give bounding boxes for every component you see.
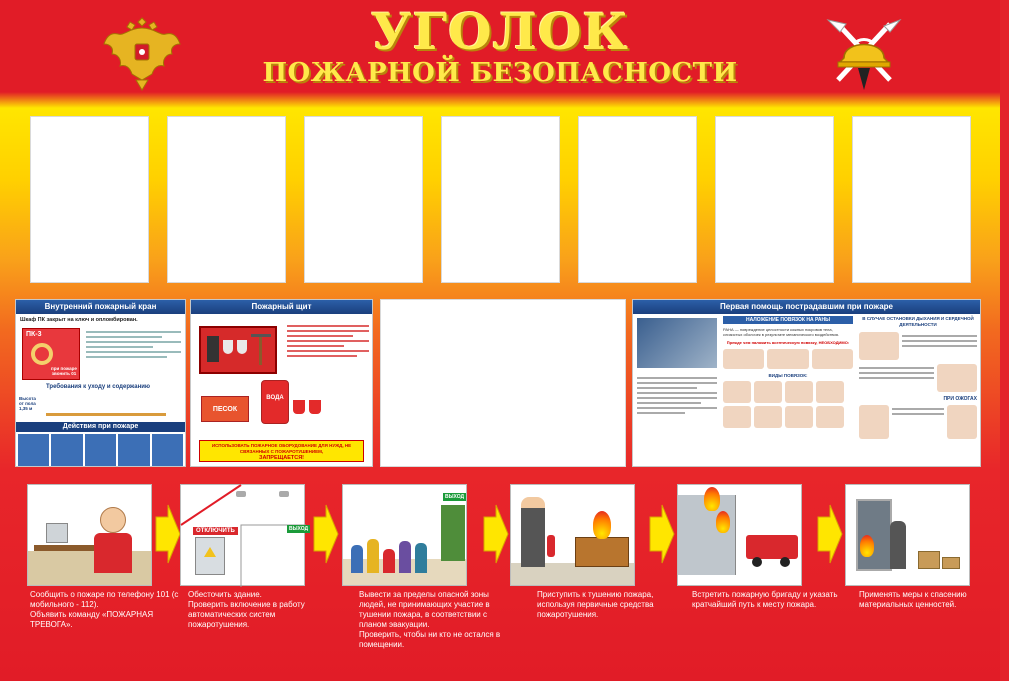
people-group-icon [351, 533, 431, 573]
rana-text: РАНА — повреждение целостности кожных покровов тела, слизистых оболочек в результате механического воздействия. [723, 327, 840, 337]
arrow-right-icon [484, 505, 508, 563]
burns-title: ПРИ ОЖОГАХ [943, 396, 977, 402]
first-aid-photo [637, 318, 717, 368]
switch-sign: ОТКЛЮЧИТЬ [193, 527, 238, 535]
step-5-image [677, 484, 802, 586]
warning-emphasis: ЗАПРЕЩАЕТСЯ! [259, 455, 304, 461]
arrow-right-icon [156, 505, 180, 563]
shield-warning [199, 440, 364, 462]
person-phone-icon [100, 507, 126, 533]
fire-truck-icon [746, 535, 798, 559]
bandage-column [723, 316, 853, 466]
flame-icon [704, 487, 720, 511]
person-carrying-icon [890, 521, 906, 569]
main-title: УГОЛОК [371, 2, 629, 61]
door-icon [441, 505, 465, 561]
document-pocket [30, 116, 149, 283]
height-label: Высота от пола 1,35 м [19, 396, 36, 411]
firefighter-emblem-icon [818, 10, 910, 94]
document-pocket [167, 116, 286, 283]
phone-note: при пожаре звонить 01 [51, 366, 77, 376]
resuscitation-illustration [859, 332, 977, 360]
russian-coat-of-arms-icon [100, 8, 184, 92]
bandage-title: НАЛОЖЕНИЕ ПОВЯЗОК НА РАНЫ [723, 316, 853, 324]
resuscitation-illustration-2 [859, 364, 977, 392]
sub-title: ПОЖАРНОЙ БЕЗОПАСНОСТИ [262, 58, 738, 88]
sprinkler-icon [236, 491, 246, 497]
poster-header: Первая помощь пострадавшим при пожаре [633, 300, 980, 314]
document-pocket [304, 116, 423, 283]
firefighter-person-icon [521, 497, 545, 567]
arrow-right-icon [818, 505, 842, 563]
step-1-image [27, 484, 152, 586]
document-pocket [715, 116, 834, 283]
step-6-text: Применять меры к спасению материальных ценностей. [859, 590, 967, 609]
step-4-image [510, 484, 635, 586]
exit-sign: ВЫХОД [445, 494, 465, 500]
hydrant-cabinet [22, 328, 80, 380]
hose-reel-icon [31, 343, 53, 365]
action-steps [0, 480, 1000, 681]
hose-nozzle-icon [46, 394, 166, 416]
care-title: Требования к уходу и содержанию [46, 384, 151, 390]
bandage-illustrations [723, 349, 853, 369]
resuscitation-title: В СЛУЧАЕ ОСТАНОВКИ ДЫХАНИЯ И СЕРДЕЧНОЙ ДЕЯТЕЛЬНОСТИ [862, 316, 974, 327]
arrow-right-icon [650, 505, 674, 563]
resuscitation-column [859, 316, 977, 466]
step-2-text: Обесточить здание. Проверить включение в работу автоматических систем пожаротушения. [188, 590, 305, 629]
stove-icon [575, 537, 629, 567]
step-1-text: Сообщить о пожаре по телефону 101 (с мобильного - 112). Объявить команду «ПОЖАРНАЯ ТРЕВОГА». [30, 590, 179, 629]
hydrant-info-text [86, 328, 181, 378]
title-band [0, 0, 1000, 100]
actions-strip [18, 434, 183, 466]
burns-illustration [859, 405, 977, 439]
flame-icon [860, 535, 874, 557]
actions-title: Действия при пожаре [16, 422, 185, 432]
poster-fire-hydrant [15, 299, 186, 467]
poster-header: Пожарный щит [191, 300, 372, 314]
step-5-text: Встретить пожарную бригаду и указать кратчайший путь к месту пожара. [692, 590, 838, 609]
computer-icon [46, 523, 68, 543]
flame-icon [716, 511, 730, 533]
water-barrel [261, 380, 289, 424]
before-text: Прежде чем наложить асептическую повязку, НЕОБХОДИМО: [726, 340, 850, 345]
high-voltage-icon [204, 547, 216, 557]
arrow-right-icon [314, 505, 338, 563]
document-pocket-wide [380, 299, 626, 467]
hydrant-subtitle: Шкаф ПК закрыт на ключ и опломбирован. [20, 317, 138, 323]
step-3-text: Вывести за пределы опасной зоны людей, не принимающих участие в тушении пожара, в соответствии с планом эвакуации. Проверить, чтобы ни кто не остался в помещении. [359, 590, 501, 649]
document-pocket [578, 116, 697, 283]
sand-label: ПЕСОК [212, 406, 238, 413]
sprinkler-icon [279, 491, 289, 497]
exit-sign: ВЫХОД [289, 526, 309, 532]
bandage-types-grid [723, 381, 853, 428]
cabinet-label: ПК-3 [26, 331, 42, 338]
fire-bucket-icon [309, 400, 321, 414]
poster-fire-shield [190, 299, 373, 467]
water-label: ВОДА [266, 395, 284, 401]
flame-icon [593, 511, 611, 539]
bandage-types: ВИДЫ ПОВЯЗОК: [768, 373, 808, 378]
poster-first-aid [632, 299, 981, 467]
document-pocket [441, 116, 560, 283]
fire-extinguisher-icon [547, 535, 555, 557]
fire-bucket-icon [293, 400, 305, 414]
box-icon [918, 551, 940, 569]
shield-info-text [287, 322, 369, 382]
warning-text: ИСПОЛЬЗОВАТЬ ПОЖАРНОЕ ОБОРУДОВАНИЕ ДЛЯ НУЖД, НЕ СВЯЗАННЫХ С ПОЖАРОТУШЕНИЕМ, [211, 443, 352, 454]
doorway-icon [856, 499, 892, 571]
first-aid-text-col1 [637, 374, 717, 464]
poster-header: Внутренний пожарный кран [16, 300, 185, 314]
document-pocket [852, 116, 971, 283]
fire-shield-board [199, 326, 277, 374]
step-3-image [342, 484, 467, 586]
step-6-image [845, 484, 970, 586]
step-4-text: Приступить к тушению пожара, используя первичные средства пожаротушения. [537, 590, 654, 619]
step-2-image [180, 484, 309, 586]
box-icon [942, 557, 960, 569]
sand-box [201, 396, 249, 422]
